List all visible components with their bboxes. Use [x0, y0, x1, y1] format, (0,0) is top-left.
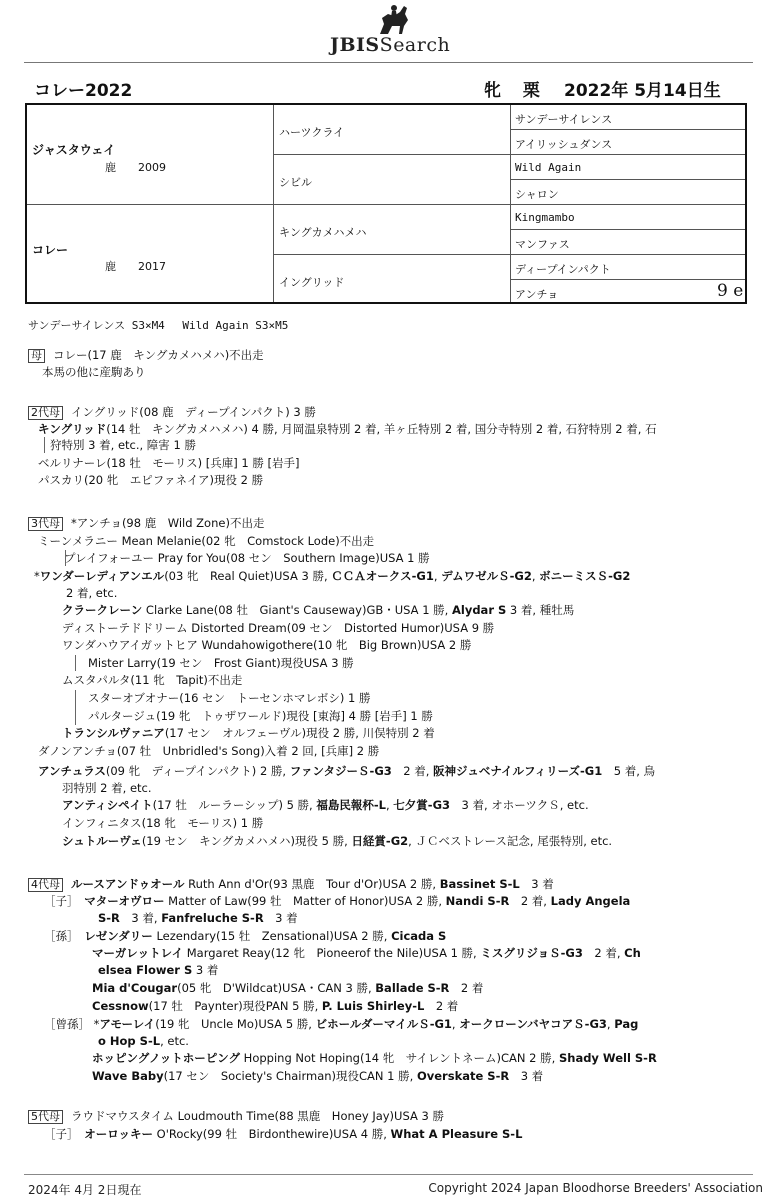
record-line: キングリッド(14 牡 キングカメハメハ) 4 勝, 月岡温泉特別 2 着, 羊ヶ丘特別 2 着, 国分寺特別 2 着, 石狩特別 2 着, 石 [38, 422, 657, 436]
record-line: スターオブオナー(16 セン トーセンホマレボシ) 1 勝 [88, 691, 371, 705]
pedigree-gen2: ハーツクライ [279, 126, 345, 139]
horse-birth-date: 2022年 5月14日生 [564, 81, 721, 101]
pedigree-gen3: シャロン [515, 188, 559, 201]
record-line: パルタージュ(19 牝 トゥザワールド)現役 [東海] 4 勝 [岩手] 1 勝 [88, 709, 433, 723]
record-line: シュトルーヴェ(19 セン キングカメハメハ)現役 5 勝, 日経賞-G2, ＪＣベストレース記念, 尾張特別, etc. [62, 834, 613, 848]
horse-sex-color: 牝 栗 [484, 81, 548, 101]
record-line: トランシルヴァニア(17 セン オルフェーヴル)現役 2 勝, 川俣特別 2 着 [62, 726, 435, 740]
footer-divider [24, 1174, 753, 1175]
record-line: 狩特別 3 着, etc., 障害 1 勝 [50, 438, 196, 452]
record-line: ［曾孫］ *アモーレイ(19 牝 Uncle Mo)USA 5 勝, ビホールダーマイルＳ-G1, オークローンバヤコアＳ-G3, Pag [44, 1017, 639, 1031]
footer-date: 2024年 4月 2日現在 [28, 1183, 142, 1197]
record-line: 羽特別 2 着, etc. [62, 781, 152, 795]
record-line: クラークレーン Clarke Lane(08 牡 Giant's Causeway)GB・USA 1 勝, Alydar S 3 着, 種牡馬 [62, 603, 575, 617]
record-line: Mia d'Cougar(05 牝 D'Wildcat)USA・CAN 3 勝, Ballade S-R 2 着 [92, 981, 484, 995]
record-line: インフィニタス(18 牝 モーリス) 1 勝 [62, 816, 264, 830]
dam-color-year: 鹿 2017 [105, 260, 166, 273]
record-line: Cessnow(17 牡 Paynter)現役PAN 5 勝, P. Luis Shirley-L 2 着 [92, 999, 459, 1013]
record-line: ディストーテドドリーム Distorted Dream(09 セン Distorted Humor)USA 9 勝 [62, 621, 495, 635]
logo-suffix: Search [379, 34, 451, 56]
record-line: 5代母 ラウドマウスタイム Loudmouth Time(88 黒鹿 Honey Jay)USA 3 勝 [28, 1108, 444, 1124]
logo-wordmark [330, 34, 450, 56]
pedigree-gen3: サンデーサイレンス [515, 113, 613, 126]
record-line: ベルリナーレ(18 牡 モーリス) [兵庫] 1 勝 [岩手] [38, 456, 300, 470]
pedigree-gen2: キングカメハメハ [279, 226, 367, 239]
record-line: ダノンアンチョ(07 牡 Unbridled's Song)入着 2 回, [兵庫] 2 勝 [38, 744, 380, 758]
inbreeding-note: サンデーサイレンス S3×M4 Wild Again S3×M5 [28, 319, 289, 332]
record-line: 本馬の他に産駒あり [42, 365, 146, 379]
record-line: ムスタパルタ(11 牝 Tapit)不出走 [62, 673, 243, 687]
jbis-logo [0, 4, 775, 54]
record-line: ホッピングノットホーピング Hopping Not Hoping(14 牝 サイレントネーム)CAN 2 勝, Shady Well S-R [92, 1051, 657, 1065]
logo-brand: JBIS [330, 34, 380, 56]
horse-header [34, 76, 744, 102]
pedigree-gen3: アンチョ [515, 288, 559, 301]
record-line: 2 着, etc. [66, 586, 118, 600]
sire-name: ジャスタウェイ [32, 143, 116, 157]
pedigree-table [25, 103, 747, 304]
pedigree-gen3: Wild Again [515, 161, 582, 174]
record-line: マーガレットレイ Margaret Reay(12 牝 Pioneerof the Nile)USA 1 勝, ミスグリジョＳ-G3 2 着, Ch [92, 946, 641, 960]
family-number: 9 e [717, 281, 744, 301]
pedigree-gen3: Kingmambo [515, 211, 575, 224]
record-line: Wave Baby(17 セン Society's Chairman)現役CAN 1 勝, Overskate S-R 3 着 [92, 1069, 544, 1083]
record-line: 4代母 ルースアンドゥオール Ruth Ann d'Or(93 黒鹿 Tour d'Or)USA 2 勝, Bassinet S-L 3 着 [28, 876, 554, 892]
pedigree-gen2: シビル [279, 176, 312, 189]
record-line: Mister Larry(19 セン Frost Giant)現役USA 3 勝 [88, 656, 354, 670]
record-line: ［子］ オーロッキー O'Rocky(99 牡 Birdonthewire)USA 4 勝, What A Pleasure S-L [44, 1127, 523, 1141]
record-line: パスカリ(20 牝 エピファネイア)現役 2 勝 [38, 473, 264, 487]
record-line: ［孫］ レゼンダリー Lezendary(15 牡 Zensational)USA 2 勝, Cicada S [44, 929, 447, 943]
record-line: 3代母 *アンチョ(98 鹿 Wild Zone)不出走 [28, 515, 264, 531]
horse-name: コレー2022 [34, 81, 133, 101]
dam-name: コレー [32, 243, 69, 257]
record-line: 2代母 イングリッド(08 鹿 ディープインパクト) 3 勝 [28, 404, 316, 420]
pedigree-gen3: ディープインパクト [515, 263, 611, 276]
record-line: ［子］ マターオヴロー Matter of Law(99 牡 Matter of Honor)USA 2 勝, Nandi S-R 2 着, Lady Angela [44, 894, 631, 908]
record-line: 母 コレー(17 鹿 キングカメハメハ)不出走 [28, 347, 264, 363]
footer-copyright: Copyright 2024 Japan Bloodhorse Breeders' Association [428, 1181, 763, 1195]
record-line: アンティシペイト(17 牡 ルーラーシップ) 5 勝, 福島民報杯-L, 七夕賞-G3 3 着, オホーツクＳ, etc. [62, 798, 589, 812]
record-line: プレイフォーユー Pray for You(08 セン Southern Image)USA 1 勝 [64, 551, 430, 565]
pedigree-gen3: アイリッシュダンス [515, 138, 613, 151]
sire-color-year: 鹿 2009 [105, 161, 166, 174]
record-line: ワンダハウアイガットヒア Wundahowigothere(10 牝 Big Brown)USA 2 勝 [62, 638, 472, 652]
horse-rider-icon [374, 4, 414, 36]
record-line: アンチュラス(09 牝 ディープインパクト) 2 勝, ファンタジーＳ-G3 2 着, 阪神ジュベナイルフィリーズ-G1 5 着, 鳥 [38, 764, 656, 778]
record-line: o Hop S-L, etc. [98, 1034, 189, 1048]
pedigree-gen2: イングリッド [279, 276, 345, 289]
record-line: elsea Flower S 3 着 [98, 963, 219, 977]
record-line: S-R 3 着, Fanfreluche S-R 3 着 [98, 911, 298, 925]
record-line: ミーンメラニー Mean Melanie(02 牝 Comstock Lode)不出走 [38, 534, 375, 548]
header-divider [24, 62, 753, 63]
pedigree-gen3: マンファス [515, 238, 570, 251]
record-line: *ワンダーレディアンエル(03 牝 Real Quiet)USA 3 勝, ＣＣＡオークス-G1, デムワゼルＳ-G2, ボニーミスＳ-G2 [34, 569, 631, 583]
